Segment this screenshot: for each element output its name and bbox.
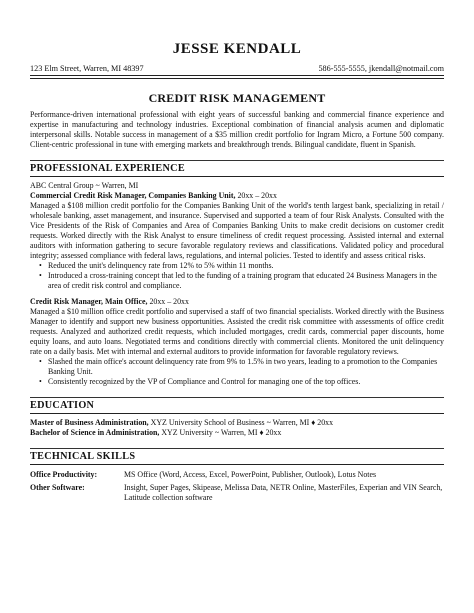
skill-label: Other Software: — [30, 482, 85, 492]
experience-section — [30, 181, 444, 387]
degree-detail: XYZ University School of Business ~ Warren, MI ♦ 20xx — [148, 417, 334, 427]
section-divider — [30, 176, 444, 177]
candidate-name: JESSE KENDALL — [172, 41, 302, 57]
list-item: • Slashed the main office's account delinquency rate from 9% to 1.5% in two years, leading to a promotion to the Companies Banking Unit. — [39, 357, 444, 377]
achievement-list — [30, 357, 444, 387]
resume-title: CREDIT RISK MANAGEMENT — [148, 90, 326, 105]
experience-heading: PROFESSIONAL EXPERIENCE — [30, 162, 185, 174]
education-heading: EDUCATION — [30, 399, 95, 411]
header-divider — [30, 75, 444, 79]
phone-email: 586-555-5555, jkendall@notmail.com — [318, 64, 444, 73]
role-description: Managed a $10 million office credit portfolio and supervised a staff of two financial specialists. Worked directly with the Business Manager to identify and support new business opportunities. Assisted the credit risk committee with assessments of office credit requests. Analyzed and authorized credit requests, which included mortgages, credit cards, commercial paper discounts, home equity loans, and auto loans. Negotiated terms and conditions directly with commercial clients. Monitored the unit delinquency rate on a daily basis. Met with internal and external auditors to provide information for favorable regulatory reviews. — [30, 306, 444, 356]
skill-value: MS Office (Word, Access, Excel, PowerPoint, Publisher, Outlook), Lotus Notes — [124, 469, 377, 479]
list-item: • Consistently recognized by the VP of Compliance and Control for managing one of the top offices. — [39, 377, 444, 387]
skills-heading: TECHNICAL SKILLS — [30, 450, 136, 462]
skill-value: Insight, Super Pages, Skipease, Melissa Data, NETR Online, MasterFiles, Experian and VIN Search, Latitude collection software — [124, 482, 443, 502]
degree-detail: XYZ University ~ Warren, MI ♦ 20xx — [159, 427, 282, 437]
role-title-text: Credit Risk Manager, Main Office, — [30, 296, 148, 306]
contact-line — [30, 64, 444, 74]
education-item — [30, 418, 444, 428]
role-dates: 20xx – 20xx — [149, 296, 189, 306]
skills-section — [30, 470, 444, 503]
summary-paragraph: Performance-driven international professional with eight years of successful banking and commercial finance experience and expertise in manufacturing and technology industries. Exceptional combination of financial analysis acumen and diplomatic interpersonal skills. Notable success in management of a $35 million credit portfolio for Ingram Micro, a Fortune 500 company. Client-centric professional in tune with emerging markets and breakthrough trends. Bilingual candidate, fluent in Spanish. — [30, 109, 444, 149]
skill-label: Office Productivity: — [30, 469, 98, 479]
role-title-text: Commercial Credit Risk Manager, Companies Banking Unit, — [30, 190, 236, 200]
degree: Master of Business Administration, — [30, 417, 149, 427]
company-line: ABC Central Group ~ Warren, MI — [30, 180, 139, 190]
skills-section-header — [30, 448, 444, 465]
list-item: • Introduced a cross-training concept that led to the funding of a training program that educated 24 Business Managers in the area of credit risk control and compliance. — [39, 271, 444, 291]
education-section-header — [30, 397, 444, 414]
degree: Bachelor of Science in Administration, — [30, 427, 160, 437]
section-divider — [30, 464, 444, 465]
role-dates: 20xx – 20xx — [237, 190, 277, 200]
education-item — [30, 428, 444, 438]
education-section — [30, 418, 444, 438]
role-title — [30, 297, 444, 307]
role-title — [30, 191, 444, 201]
address: 123 Elm Street, Warren, MI 48397 — [30, 64, 144, 73]
experience-section-header — [30, 160, 444, 177]
list-item: • Reduced the unit's delinquency rate from 12% to 5% within 11 months. — [39, 261, 444, 271]
section-divider — [30, 413, 444, 414]
achievement-list — [30, 261, 444, 291]
role-description: Managed a $108 million credit portfolio for the Companies Banking Unit of the world's tenth largest bank, specializing in retail / wholesale banking, asset management, and insurance. Supervised and supported a team of four Risk Analysts. Consulted with the Vice Presidents of the Risk of Companies and Area of Companies Banking Units to make credit decisions on customer credit requests. Worked directly with the Risk Analyst to ensure timeliness of credit request processing. Assisted internal and external auditors with information gathering to secure favorable regulatory reviews and classifications. Validated policy and procedural integrity; assessed compliance with federal laws, regulations, and internal policies. Tested to identify and assess critical risks. — [30, 200, 444, 260]
skill-row — [30, 470, 444, 480]
skill-row — [30, 483, 444, 503]
